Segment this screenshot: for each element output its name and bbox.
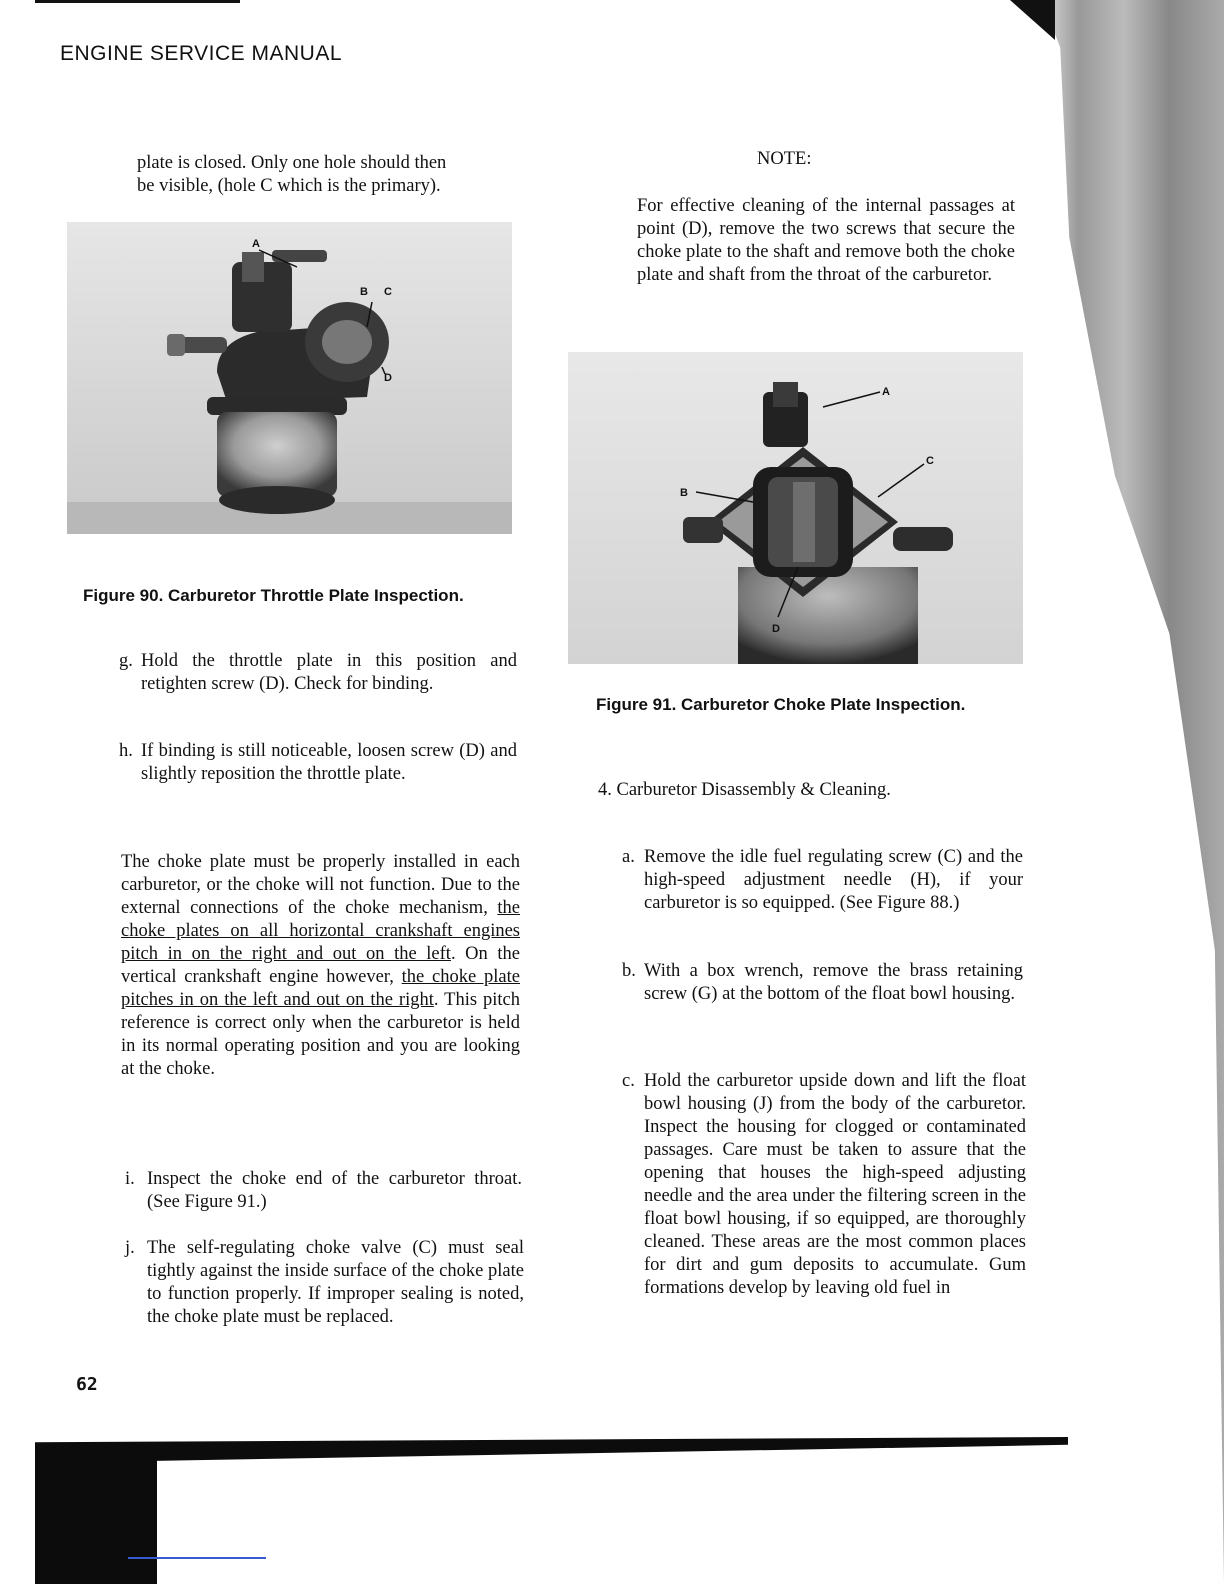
step-g	[119, 650, 517, 696]
bottom-blue-rule	[128, 1557, 266, 1559]
step-c-text: Hold the carburetor upside down and lift the float bowl housing (J) from the body of the carburetor. Inspect the housing for clogged or contaminated passages. Care must be taken to assure that the opening that houses the high-speed adjusting needle and the area under the filtering screen in the float bowl housing, if so equipped, are thoroughly cleaned. These areas are the most common places for dirt and gum deposits to accumulate. Gum formations develop by leaving old fuel in	[644, 1071, 1026, 1298]
step-a	[622, 846, 1023, 915]
choke-paragraph-part-1: The choke plate must be properly installed in each carburetor, or the choke will not function. Due to the external connections of the choke mechanism,	[121, 852, 520, 918]
choke-horizontal-pitch: the choke plates on all horizontal crankshaft engines pitch in on the right and out on the left	[121, 898, 520, 964]
bottom-scan-band	[35, 1437, 1068, 1463]
page-edge-shadow	[1042, 0, 1224, 1584]
figure-90-label-a: A	[252, 238, 260, 250]
step-h	[119, 740, 517, 786]
intro-line-2: be visible, (hole C which is the primary).	[137, 176, 441, 196]
step-j-text: The self-regulating choke valve (C) must seal tightly against the inside surface of the choke plate to function properly. If improper sealing is noted, the choke plate must be replaced.	[147, 1238, 524, 1327]
top-rule	[35, 0, 240, 3]
carburetor-choke-illustration	[568, 352, 1023, 664]
figure-90-photo	[67, 222, 512, 534]
step-j-label: j.	[125, 1238, 135, 1258]
figure-91-label-c: C	[926, 455, 934, 467]
page-edge-dark	[1010, 0, 1055, 40]
choke-vertical-pitch: the choke plate pitches in on the left and out on the right	[121, 967, 520, 1010]
figure-91-caption: Figure 91. Carburetor Choke Plate Inspection.	[596, 695, 966, 714]
page-number: 62	[76, 1374, 98, 1395]
step-i	[125, 1168, 522, 1214]
figure-91-label-b: B	[680, 487, 688, 499]
figure-90-label-b: B	[360, 286, 368, 298]
step-h-label: h.	[119, 741, 133, 761]
figure-90-label-d: D	[384, 372, 392, 384]
section-4-heading: 4. Carburetor Disassembly & Cleaning.	[598, 780, 891, 800]
figure-90-caption: Figure 90. Carburetor Throttle Plate Inspection.	[83, 586, 464, 605]
choke-paragraph	[121, 851, 520, 1081]
intro-line-1: plate is closed. Only one hole should then	[137, 153, 447, 173]
figure-91-label-d: D	[772, 623, 780, 635]
step-j	[125, 1237, 524, 1329]
step-a-label: a.	[622, 847, 635, 867]
step-c	[622, 1070, 1026, 1300]
step-b	[622, 960, 1023, 1006]
carburetor-throttle-illustration	[67, 222, 512, 534]
figure-91-photo	[568, 352, 1023, 664]
step-g-text: Hold the throttle plate in this position and retighten screw (D). Check for binding.	[141, 651, 517, 694]
step-i-text: Inspect the choke end of the carburetor throat. (See Figure 91.)	[147, 1169, 522, 1212]
note-heading: NOTE:	[757, 149, 812, 169]
step-g-label: g.	[119, 651, 133, 671]
bottom-left-block	[35, 1452, 157, 1584]
step-c-label: c.	[622, 1071, 635, 1091]
step-i-label: i.	[125, 1169, 135, 1189]
choke-paragraph-part-3: . This pitch reference is correct only when the carburetor is held in its normal operating position and you are looking at the choke.	[121, 990, 521, 1079]
figure-91-label-a: A	[882, 386, 890, 398]
step-b-text: With a box wrench, remove the brass retaining screw (G) at the bottom of the float bowl housing.	[644, 961, 1023, 1004]
choke-paragraph-part-2: . On the vertical crankshaft engine however,	[121, 944, 520, 987]
note-text: For effective cleaning of the internal passages at point (D), remove the two screws that secure the choke plate to the shaft and remove both the choke plate and shaft from the throat of the carburetor.	[637, 196, 1015, 285]
step-a-text: Remove the idle fuel regulating screw (C) and the high-speed adjustment needle (H), if your carburetor is so equipped. (See Figure 88.)	[644, 847, 1023, 913]
step-b-label: b.	[622, 961, 636, 981]
figure-90-label-c: C	[384, 286, 392, 298]
page-header-title: ENGINE SERVICE MANUAL	[60, 42, 343, 65]
step-h-text: If binding is still noticeable, loosen screw (D) and slightly reposition the throttle plate.	[141, 741, 517, 784]
